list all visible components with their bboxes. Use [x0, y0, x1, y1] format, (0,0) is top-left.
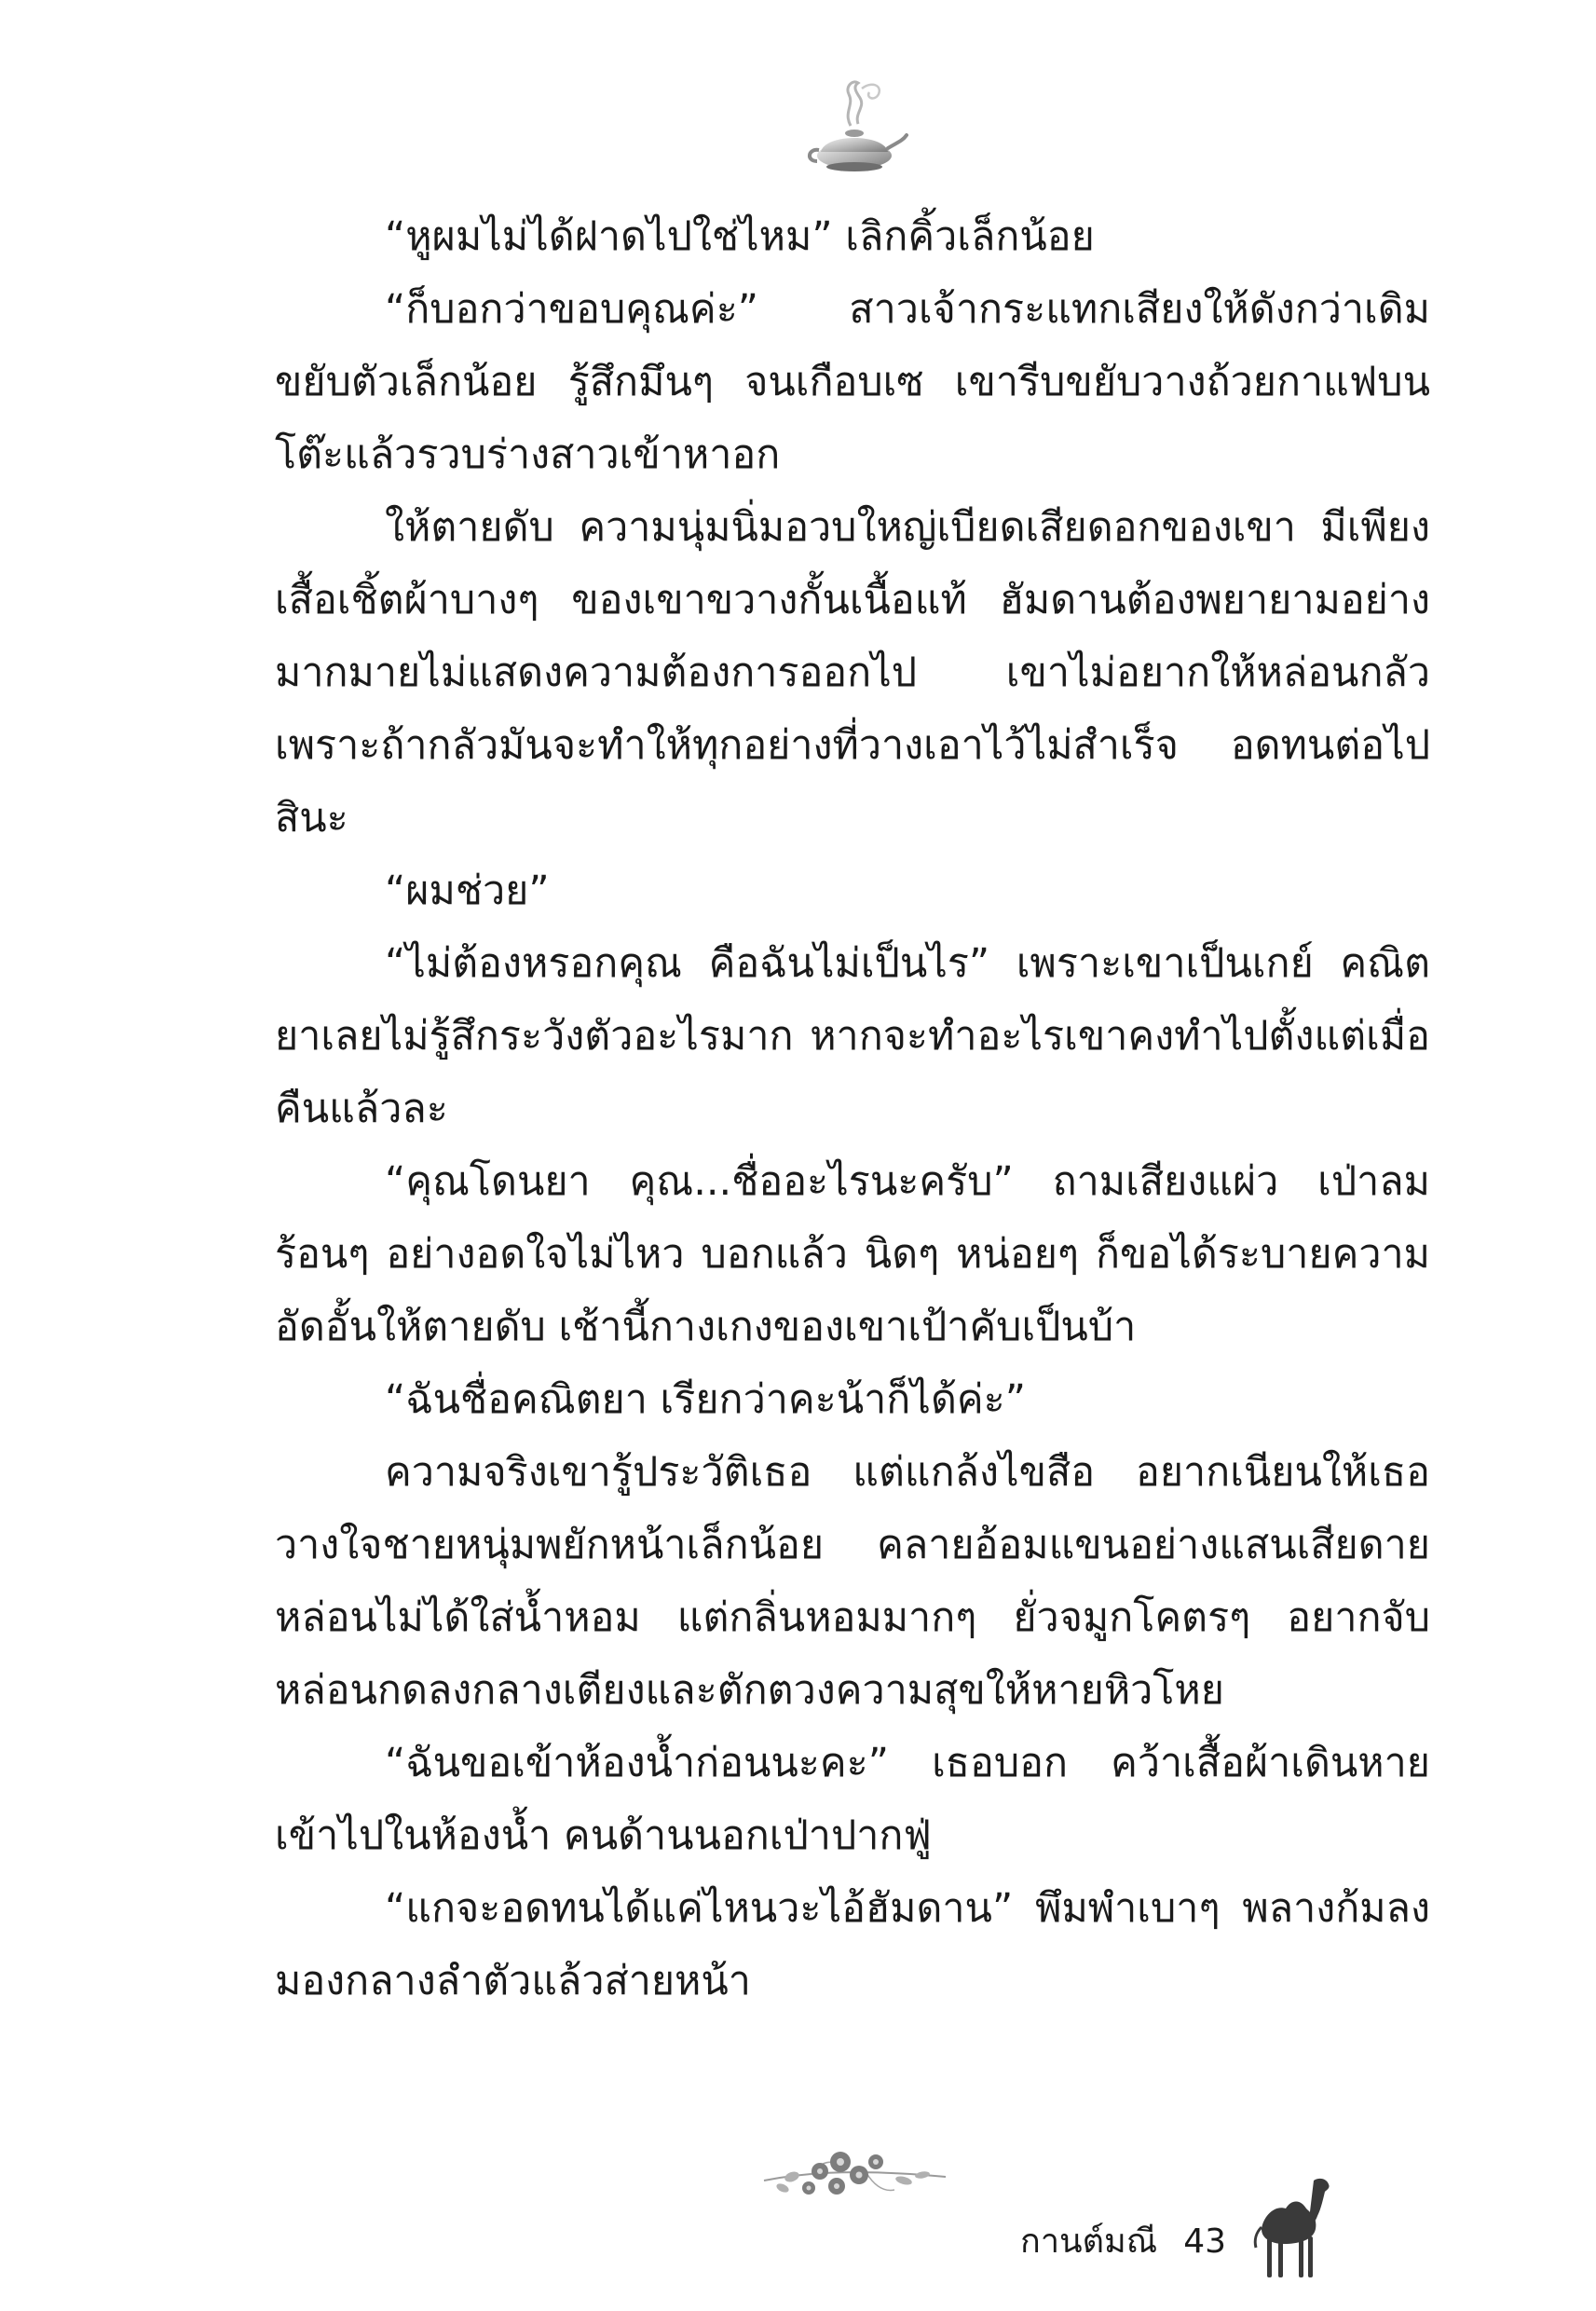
paragraph: “ผมช่วย” [385, 868, 550, 914]
paragraph: “คุณโดนยา คุณ...ชื่ออะไรนะครับ” ถามเสียงแผ่ว เป่าลมร้อนๆ อย่างอดใจไม่ไหว บอกแล้ว นิดๆ หน่อยๆ ก็ขอได้ระบายความอัดอั้นให้ตายดับ เช้านี้กางเกงของเขาเป้าคับเป็นบ้า [275, 1158, 1430, 1350]
paragraph: “หูผมไม่ได้ฝาดไปใช่ไหม” เลิกคิ้วเล็กน้อย [385, 213, 1095, 260]
flower-spray-icon [755, 2134, 950, 2218]
paragraph: “ฉันขอเข้าห้องน้ำก่อนนะคะ” เธอบอก คว้าเสื้อผ้าเดินหายเข้าไปในห้องน้ำ คนด้านนอกเป่าปากฟู่ [275, 1740, 1430, 1859]
paragraph: “ฉันชื่อคณิตยา เรียกว่าคะน้าก็ได้ค่ะ” [385, 1376, 1026, 1423]
book-title: กานต์มณี [1020, 2222, 1158, 2261]
page-number: 43 [1183, 2222, 1226, 2261]
camel-icon [1247, 2171, 1340, 2283]
teapot-lamp-icon [797, 70, 908, 177]
body-text [275, 200, 1430, 2017]
paragraph: “ก็บอกว่าขอบคุณค่ะ” สาวเจ้ากระแทกเสียงให้ดังกว่าเดิม ขยับตัวเล็กน้อย รู้สึกมึนๆ จนเกือบเซ เขารีบขยับวางถ้วยกาแฟบนโต๊ะแล้วรวบร่างสาวเข้าหาอก [275, 286, 1430, 478]
paragraph: ความจริงเขารู้ประวัติเธอ แต่แกล้งไขสือ อยากเนียนให้เธอวางใจชายหนุ่มพยักหน้าเล็กน้อย คลายอ้อมแขนอย่างแสนเสียดาย หล่อนไม่ได้ใส่น้ำหอม แต่กลิ่นหอมมากๆ ยั่วจมูกโคตรๆ อยากจับหล่อนกดลงกลางเตียงและตักตวงความสุขให้หายหิวโหย [275, 1449, 1430, 1714]
page-footer [1020, 2171, 1340, 2283]
paragraph: “แกจะอดทนได้แค่ไหนวะไอ้ฮัมดาน” พึมพำเบาๆ พลางก้มลงมองกลางลำตัวแล้วส่ายหน้า [275, 1885, 1430, 2004]
paragraph: ให้ตายดับ ความนุ่มนิ่มอวบใหญ่เบียดเสียดอกของเขา มีเพียงเสื้อเชิ้ตผ้าบางๆ ของเขาขวางกั้นเนื้อแท้ ฮัมดานต้องพยายามอย่างมากมายไม่แสดงความต้องการออกไป เขาไม่อยากให้หล่อนกลัว เพราะถ้ากลัวมันจะทำให้ทุกอย่างที่วางเอาไว้ไม่สำเร็จ อดทนต่อไปสินะ [275, 504, 1430, 841]
paragraph: “ไม่ต้องหรอกคุณ คือฉันไม่เป็นไร” เพราะเขาเป็นเกย์ คณิตยาเลยไม่รู้สึกระวังตัวอะไรมาก หากจะทำอะไรเขาคงทำไปตั้งแต่เมื่อคืนแล้วละ [275, 940, 1430, 1132]
